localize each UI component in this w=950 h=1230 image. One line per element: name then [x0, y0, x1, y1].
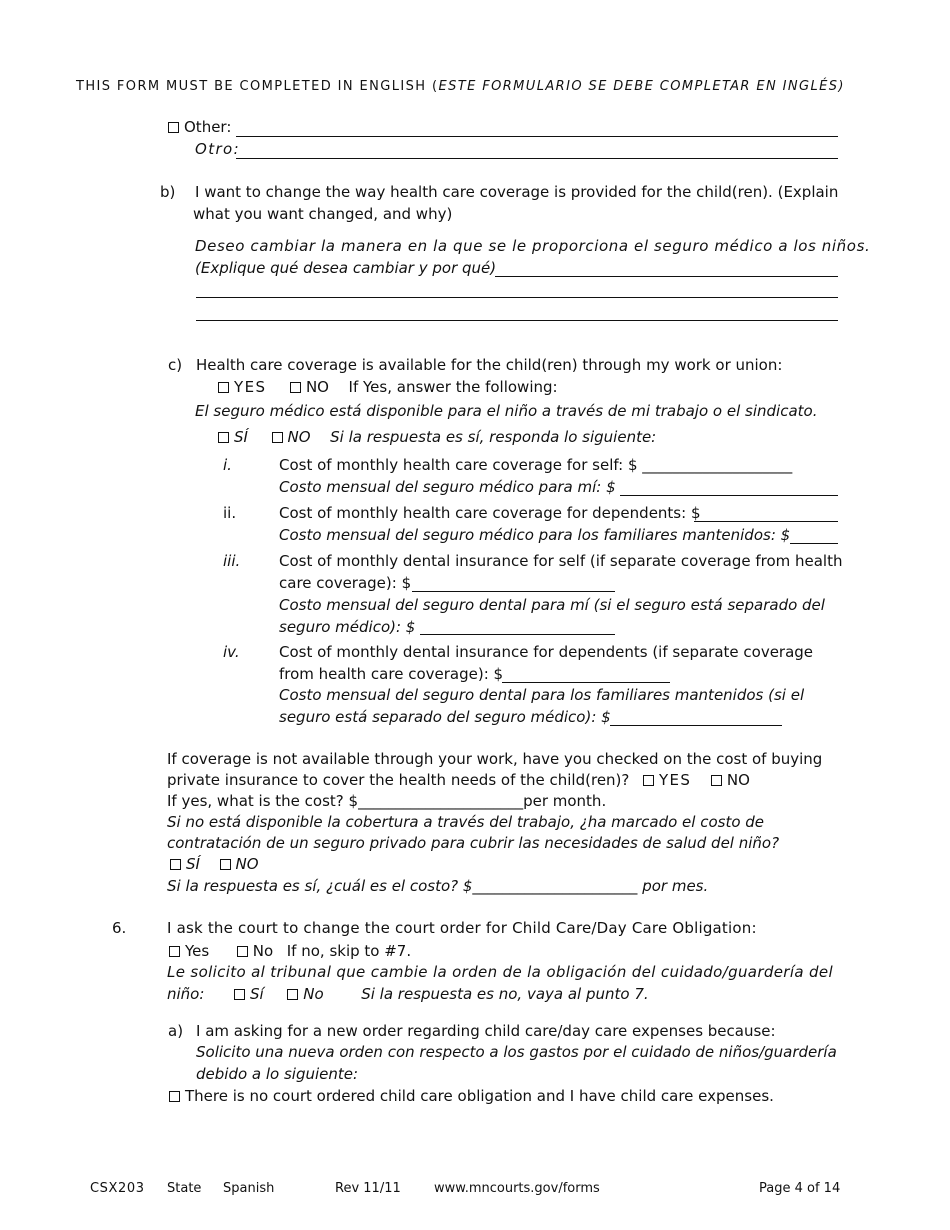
private-no-checkbox[interactable]: [711, 775, 722, 786]
private-no-es-checkbox[interactable]: [220, 859, 231, 870]
item-iii-es2: seguro médico): $: [279, 618, 416, 636]
section6-line1: I ask the court to change the court order for Child Care/Day Care Obligation:: [167, 919, 757, 937]
footer-page: Page 4 of 14: [759, 1181, 841, 1196]
private-si-checkbox[interactable]: [170, 859, 181, 870]
coverage-no-es-checkbox[interactable]: [272, 432, 283, 443]
coverage-no-es-label: NO: [287, 428, 311, 446]
coverage-yes-checkbox[interactable]: [218, 382, 229, 393]
item-iii-es1: Costo mensual del seguro dental para mí (si el seguro está separado del: [279, 596, 825, 614]
section6-no-es-label: No: [303, 985, 324, 1003]
coverage-si-label: SÍ: [234, 428, 248, 446]
item-iv-en-line[interactable]: [502, 682, 670, 683]
other-label: Other:: [184, 118, 232, 136]
item-ii-es-line[interactable]: [790, 543, 838, 544]
section-c-yes-no: [218, 377, 558, 397]
explain-line-3[interactable]: [196, 320, 838, 321]
section6a-es-line1: Solicito una nueva orden con respecto a los gastos por el cuidado de niños/guardería: [196, 1043, 837, 1061]
item-ii-es: Costo mensual del seguro médico para los familiares mantenidos: $: [279, 526, 791, 544]
item-iii-en2: care coverage): $: [279, 574, 412, 592]
private-yes-label: YES: [658, 771, 692, 789]
item-iv-en2: from health care coverage): $: [279, 665, 504, 683]
section6-skip-es: Si la respuesta es no, vaya al punto 7.: [361, 985, 649, 1003]
item-i-en: Cost of monthly health care coverage for self: $ ____________________: [279, 456, 793, 474]
otro-line[interactable]: [236, 158, 838, 159]
private-cost-en: If yes, what is the cost? $______________________per month.: [167, 792, 607, 810]
item-iv-es-line[interactable]: [610, 725, 782, 726]
section-b-es-line2: (Explique qué desea cambiar y por qué): [195, 259, 497, 277]
other-line[interactable]: [236, 136, 838, 137]
option1-checkbox[interactable]: [169, 1091, 180, 1102]
otro-label: Otro:: [195, 140, 241, 158]
section-b-line1: I want to change the way health care coverage is provided for the child(ren). (Explain: [195, 183, 839, 201]
item-iv-es2: seguro está separado del seguro médico): $: [279, 708, 611, 726]
coverage-no-checkbox[interactable]: [290, 382, 301, 393]
section6-no-checkbox[interactable]: [237, 946, 248, 957]
header-english: THIS FORM MUST BE COMPLETED IN ENGLISH (: [76, 79, 439, 94]
section6-yes-label: Yes: [185, 942, 210, 960]
section6-num: 6.: [112, 919, 127, 937]
private-no-label: NO: [726, 771, 750, 789]
footer-url[interactable]: www.mncourts.gov/forms: [434, 1181, 600, 1196]
footer-rev: Rev 11/11: [335, 1181, 401, 1196]
form-header: [76, 77, 845, 97]
section6-si-checkbox[interactable]: [234, 989, 245, 1000]
private-line2: private insurance to cover the health needs of the child(ren)?: [167, 771, 630, 789]
item-i-es: Costo mensual del seguro médico para mí: $: [279, 478, 616, 496]
item-iii-num: iii.: [223, 552, 241, 570]
item-iv-en1: Cost of monthly dental insurance for dependents (if separate coverage: [279, 643, 814, 661]
section6-es-lead: niño:: [167, 985, 205, 1003]
section-c-marker: c): [168, 356, 183, 374]
item-ii-en: Cost of monthly health care coverage for dependents: $: [279, 504, 701, 522]
private-si-no: [170, 854, 259, 874]
coverage-if-yes-es: Si la respuesta es sí, responda lo siguiente:: [330, 428, 657, 446]
coverage-si-checkbox[interactable]: [218, 432, 229, 443]
item-iii-en-line[interactable]: [412, 591, 615, 592]
coverage-no-label: NO: [305, 378, 329, 396]
section6-es-line1: Le solicito al tribunal que cambie la orden de la obligación del cuidado/guardería del: [167, 963, 833, 981]
section-c-si-no: [218, 427, 656, 447]
section6a-marker: a): [168, 1022, 184, 1040]
section6-yes-no: [169, 941, 411, 961]
section6-no-label: No: [252, 942, 274, 960]
section-c-line1: Health care coverage is available for the child(ren) through my work or union:: [196, 356, 783, 374]
section-b-es-line1: Deseo cambiar la manera en la que se le proporciona el seguro médico a los niños.: [195, 237, 871, 255]
private-cost-es: Si la respuesta es sí, ¿cuál es el costo? $______________________ por mes.: [167, 877, 709, 895]
private-line1: If coverage is not available through your work, have you checked on the cost of buying: [167, 750, 823, 768]
private-line2-row: [167, 770, 750, 790]
section-b-line2: what you want changed, and why): [193, 205, 453, 223]
coverage-yes-label: YES: [234, 378, 267, 396]
section-b-marker: b): [160, 183, 176, 201]
item-i-num: i.: [223, 456, 232, 474]
explain-line-1[interactable]: [495, 276, 838, 277]
section6-yes-checkbox[interactable]: [169, 946, 180, 957]
section6-skip: If no, skip to #7.: [286, 942, 412, 960]
footer-state: State: [167, 1181, 202, 1196]
other-checkbox[interactable]: [168, 122, 179, 133]
section6-es-line2: [167, 984, 649, 1004]
private-es-line2: contratación de un seguro privado para cubrir las necesidades de salud del niño?: [167, 834, 780, 852]
section6a-es-line2: debido a lo siguiente:: [196, 1065, 359, 1083]
header-spanish: ESTE FORMULARIO SE DEBE COMPLETAR EN INGLÉS): [438, 79, 845, 94]
explain-line-2[interactable]: [196, 297, 838, 298]
section-c-es-line1: El seguro médico está disponible para el niño a través de mi trabajo o el sindicato.: [195, 402, 818, 420]
coverage-if-yes: If Yes, answer the following:: [348, 378, 558, 396]
footer-form-id: CSX203: [90, 1181, 145, 1196]
section6-si-label: Sí: [249, 985, 264, 1003]
item-iii-es-line[interactable]: [420, 634, 615, 635]
other-row: [168, 117, 231, 137]
private-no-es-label: NO: [235, 855, 259, 873]
private-si-label: SÍ: [186, 855, 200, 873]
footer-language: Spanish: [223, 1181, 275, 1196]
item-iii-en1: Cost of monthly dental insurance for self (if separate coverage from health: [279, 552, 843, 570]
item-i-es-line[interactable]: [620, 495, 838, 496]
item-iv-num: iv.: [223, 643, 240, 661]
section6a-option1: [169, 1086, 774, 1106]
private-yes-checkbox[interactable]: [643, 775, 654, 786]
section6-no-es-checkbox[interactable]: [287, 989, 298, 1000]
item-ii-en-line[interactable]: [694, 521, 838, 522]
item-iv-es1: Costo mensual del seguro dental para los familiares mantenidos (si el: [279, 686, 805, 704]
option1-label: There is no court ordered child care obligation and I have child care expenses.: [185, 1087, 774, 1105]
private-es-line1: Si no está disponible la cobertura a través del trabajo, ¿ha marcado el costo de: [167, 813, 765, 831]
section6a-line1: I am asking for a new order regarding child care/day care expenses because:: [196, 1022, 776, 1040]
item-ii-num: ii.: [223, 504, 237, 522]
